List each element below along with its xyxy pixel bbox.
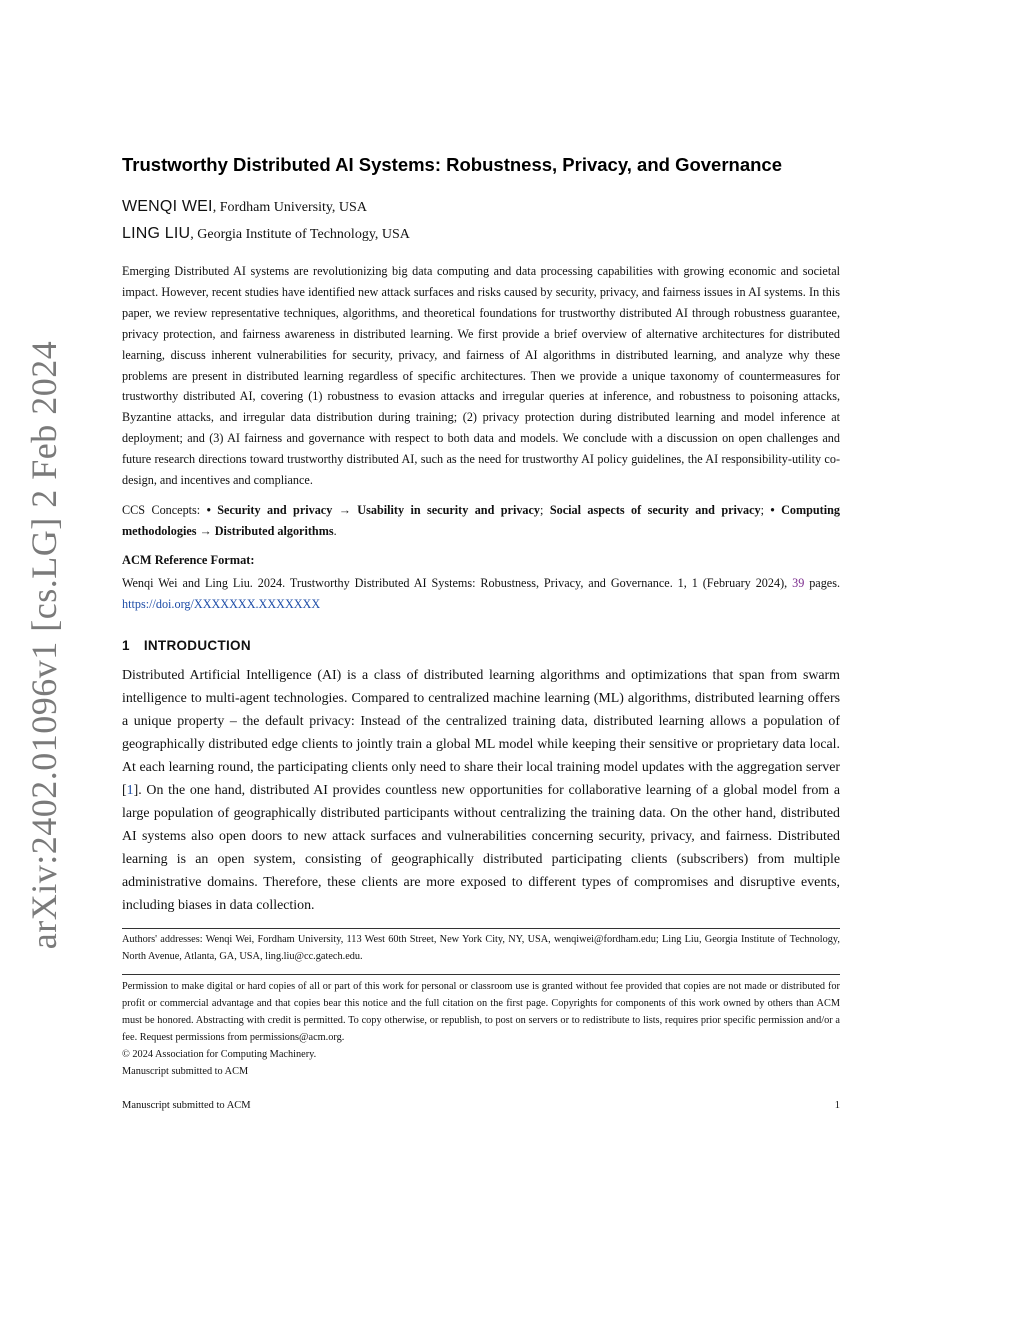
acm-reference-heading: ACM Reference Format: <box>122 553 255 567</box>
permission-divider <box>122 974 840 975</box>
citation-link[interactable]: 1 <box>126 783 134 798</box>
doi-link[interactable]: https://doi.org/XXXXXXX.XXXXXXX <box>122 596 321 611</box>
section-title: INTRODUCTION <box>143 638 251 653</box>
intro-text: ]. On the one hand, distributed AI provides countless new opportunities for collaborative learning of a global model from a large population of geographically distributed participants without centralizing the training data. On the other hand, distributed AI systems also open doors to new attack surfaces and vulnerabilities concerning security, privacy, and fairness. Distributed learning is an open system, consisting of geographically distributed participating clients (subscribers) from multiple administrative domains. Therefore, these clients are more exposed to different types of compromises and disruptive events, including biases in data collection. <box>122 783 840 913</box>
arxiv-identifier-stamp: arXiv:2402.01096v1 [cs.LG] 2 Feb 2024 <box>24 340 64 950</box>
author-affiliation: , Georgia Institute of Technology, USA <box>190 227 410 242</box>
abstract: Emerging Distributed AI systems are revolutionizing big data computing and data processing capabilities with growing economic and societal impact. However, recent studies have identified new attack surfaces and risks caused by security, privacy, and fairness issues in AI systems. In this paper, we review representative techniques, algorithms, and theoretical foundations for trustworthy distributed AI through robustness guarantee, privacy protection, and fairness awareness in distributed learning. We first provide a brief overview of alternative architectures for distributed learning, discuss inherent vulnerabilities for security, privacy, and fairness of AI algorithms in distributed learning, and analyze why these problems are present in distributed learning regardless of specific architectures. Then we provide a unique taxonomy of countermeasures for trustworthy distributed AI, covering (1) robustness to evasion attacks and irregular queries at inference, and robustness to poisoning attacks, Byzantine attacks, and irregular data distribution during training; (2) privacy protection during distributed learning and model inference at deployment; and (3) AI fairness and governance with respect to both data and models. We conclude with a discussion on open challenges and future research directions toward trustworthy distributed AI, such as the need for trustworthy AI policy guidelines, the AI responsibility-utility co-design, and incentives and compliance. <box>122 264 840 488</box>
page-count-link[interactable]: 39 <box>792 576 805 590</box>
footnote-divider <box>122 928 840 929</box>
submission-note: Manuscript submitted to ACM <box>122 1066 249 1077</box>
author-affiliation: , Fordham University, USA <box>212 200 367 215</box>
section-number: 1 <box>122 638 130 653</box>
author-name: WENQI WEI <box>122 198 213 215</box>
intro-text: Distributed Artificial Intelligence (AI) is a class of distributed learning algorithms and optimizations that span from swarm intelligence to multi-agent technologies. Compared to centralized machine learning (ML) algorithms, distributed learning offers a unique property – the default privacy: Instead of the centralized training data, distributed learning allows a population of geographically distributed edge clients to jointly train a global ML model while keeping their sensitive or proprietary data local. At each learning round, the participating clients only need to share their local training model updates with the aggregation server [ <box>122 668 840 798</box>
footer-journal: Manuscript submitted to ACM <box>122 1100 251 1111</box>
copyright-notice: © 2024 Association for Computing Machinery. <box>122 1049 317 1060</box>
acm-reference <box>122 573 840 615</box>
intro-paragraph <box>122 664 840 917</box>
ccs-label: CCS Concepts: <box>122 503 207 517</box>
ccs-concepts <box>122 500 840 542</box>
ccs-separator: ; <box>540 503 550 517</box>
paper-title: Trustworthy Distributed AI Systems: Robustness, Privacy, and Governance <box>122 154 783 175</box>
page-number: 1 <box>834 1100 840 1111</box>
ccs-separator: ; <box>760 503 771 517</box>
author-line <box>122 198 367 216</box>
section-heading <box>122 638 251 653</box>
ccs-concept: • Computing methodologies → Distributed algorithms <box>122 503 840 538</box>
acm-reference-text: Wenqi Wei and Ling Liu. 2024. Trustworthy Distributed AI Systems: Robustness, Privacy, and Governance. 1, 1 (February 2024), <box>122 576 793 590</box>
authors-addresses: Authors' addresses: Wenqi Wei, Fordham University, 113 West 60th Street, New York City, NY, USA, wenqiwei@fordham.edu; Ling Liu, Georgia Institute of Technology, North Avenue, Atlanta, GA, USA, ling.liu@cc.gatech.edu. <box>122 934 840 962</box>
author-name: LING LIU <box>122 225 191 242</box>
author-line <box>122 225 410 243</box>
pages-suffix: pages. <box>804 576 840 590</box>
ccs-concept: Social aspects of security and privacy <box>549 503 761 517</box>
ccs-end: . <box>333 523 337 538</box>
ccs-concept: • Security and privacy → Usability in security and privacy <box>206 503 541 517</box>
permission-notice: Permission to make digital or hard copies of all or part of this work for personal or classroom use is granted without fee provided that copies are not made or distributed for profit or commercial advantage and that copies bear this notice and the full citation on the first page. Copyrights for components of this work owned by others than ACM must be honored. Abstracting with credit is permitted. To copy otherwise, or republish, to post on servers or to redistribute to lists, requires prior specific permission and/or a fee. Request permissions from permissions@acm.org. <box>122 981 840 1043</box>
